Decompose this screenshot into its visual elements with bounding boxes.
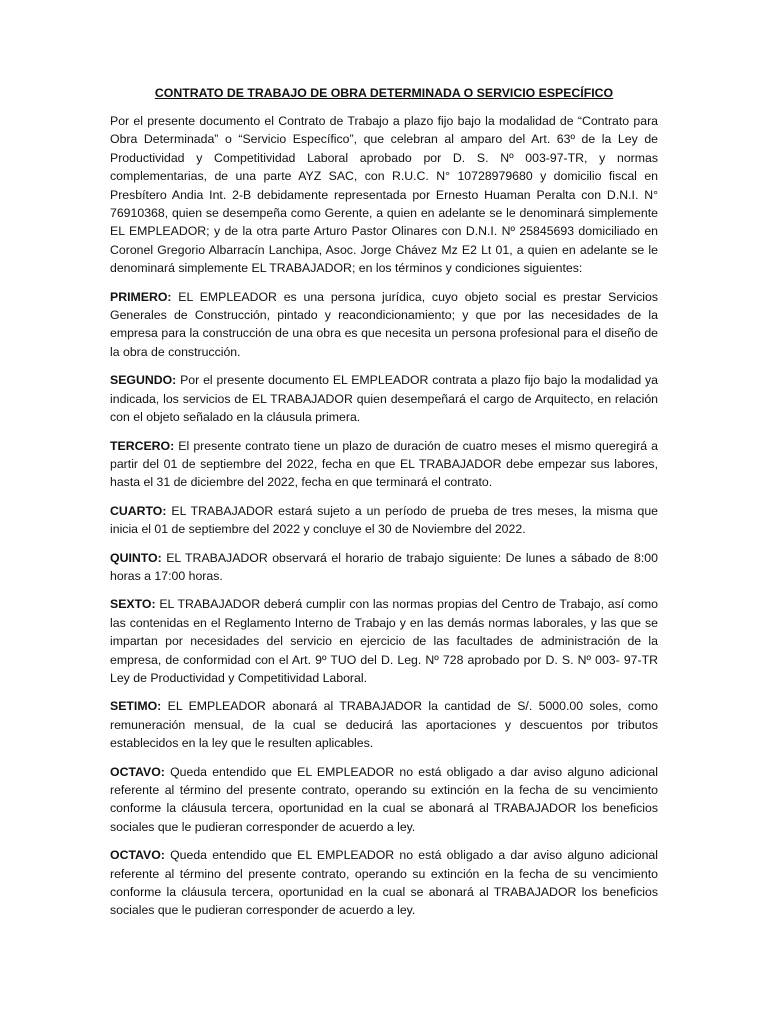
contract-page (110, 84, 658, 984)
clause-segundo (110, 371, 658, 426)
clause-label: SEXTO: (110, 597, 156, 612)
clause-label: CUARTO: (110, 503, 167, 518)
clause-quinto (110, 549, 658, 586)
clause-text: Queda entendido que EL EMPLEADOR no está obligado a dar aviso alguno adicional referente al término del presente contrato, operando su extinción en la fecha de su vencimiento conforme la cláusula tercera, oportunidad en la cual se abonará al TRABAJADOR los beneficios sociales que le pudieran corresponder de acuerdo a ley. (110, 764, 658, 834)
clause-text: EL TRABAJADOR estará sujeto a un período de prueba de tres meses, la misma que inicia el 01 de septiembre del 2022 y concluye el 30 de Noviembre del 2022. (110, 503, 658, 537)
clause-label: OCTAVO: (110, 764, 165, 779)
clause-setimo (110, 697, 658, 752)
document-title: CONTRATO DE TRABAJO DE OBRA DETERMINADA O SERVICIO ESPECÍFICO (154, 86, 614, 100)
clause-text: Por el presente documento EL EMPLEADOR contrata a plazo fijo bajo la modalidad ya indicada, los servicios de EL TRABAJADOR quien desempeñará el cargo de Arquitecto, en relación con el objeto señalado en la cláusula primera. (110, 373, 658, 425)
clause-cuarto (110, 502, 658, 539)
clause-text: EL EMPLEADOR abonará al TRABAJADOR la cantidad de S/. 5000.00 soles, como remuneración mensual, de la cual se deducirá las aportaciones y descuentos por tributos establecidos en la ley que le resulten aplicables. (110, 699, 658, 751)
clause-label: QUINTO: (110, 550, 162, 565)
clause-text: El presente contrato tiene un plazo de duración de cuatro meses el mismo queregirá a partir del 01 de septiembre del 2022, fecha en que EL TRABAJADOR debe empezar sus labores, hasta el 31 de diciembre del 2022, fecha en que terminará el contrato. (110, 438, 658, 490)
clause-text: EL TRABAJADOR deberá cumplir con las normas propias del Centro de Trabajo, así como las contenidas en el Reglamento Interno de Trabajo y en las demás normas laborales, y las que se impartan por necesidades del servicio en ejercicio de las facultades de administración de la empresa, de conformidad con el Art. 9º TUO del D. Leg. Nº 728 aprobado por D. S. Nº 003- 97-TR Ley de Productividad y Competitividad Laboral. (110, 597, 658, 685)
clause-primero (110, 288, 658, 362)
clause-text: EL TRABAJADOR observará el horario de trabajo siguiente: De lunes a sábado de 8:00 horas a 17:00 horas. (110, 550, 658, 583)
clause-label: SEGUNDO: (110, 373, 177, 388)
clause-text: Queda entendido que EL EMPLEADOR no está obligado a dar aviso alguno adicional referente al término del presente contrato, operando su extinción en la fecha de su vencimiento conforme la cláusula tercera, oportunidad en la cual se abonará al TRABAJADOR los beneficios sociales que le pudieran corresponder de acuerdo a ley. (110, 848, 658, 918)
clause-label: TERCERO: (110, 438, 175, 453)
clause-label: PRIMERO: (110, 289, 172, 304)
clause-octavo (110, 763, 658, 837)
clause-octavo-repeat (110, 846, 658, 920)
intro-paragraph: Por el presente documento el Contrato de Trabajo a plazo fijo bajo la modalidad de “Contrato para Obra Determinada” o “Servicio Específico”, que celebran al amparo del Art. 63º de la Ley de Productividad y Competitividad Laboral aprobado por D. S. Nº 003-97-TR, y normas complementarias, de una parte AYZ SAC, con R.U.C. N° 10728979680 y domicilio fiscal en Presbítero Andia Int. 2-B debidamente representada por Ernesto Huaman Peralta con D.N.I. N° 76910368, quien se desempeña como Gerente, a quien en adelante se le denominará simplemente EL EMPLEADOR; y de la otra parte Arturo Pastor Olinares con D.N.I. Nº 25845693 domiciliado en Coronel Gregorio Albarracín Lanchipa, Asoc. Jorge Chávez Mz E2 Lt 01, a quien en adelante se le denominará simplemente EL TRABAJADOR; en los términos y condiciones siguientes: (110, 114, 658, 276)
clause-sexto (110, 595, 658, 687)
clause-label: SETIMO: (110, 699, 162, 714)
clause-tercero (110, 437, 658, 492)
clause-label: OCTAVO: (110, 848, 165, 863)
clause-text: EL EMPLEADOR es una persona jurídica, cuyo objeto social es prestar Servicios Generales de Construcción, pintado y reacondicionamiento; y que por las necesidades de la empresa para la construcción de una obra es que necesita un persona profesional para el diseño de la obra de construcción. (110, 289, 658, 359)
